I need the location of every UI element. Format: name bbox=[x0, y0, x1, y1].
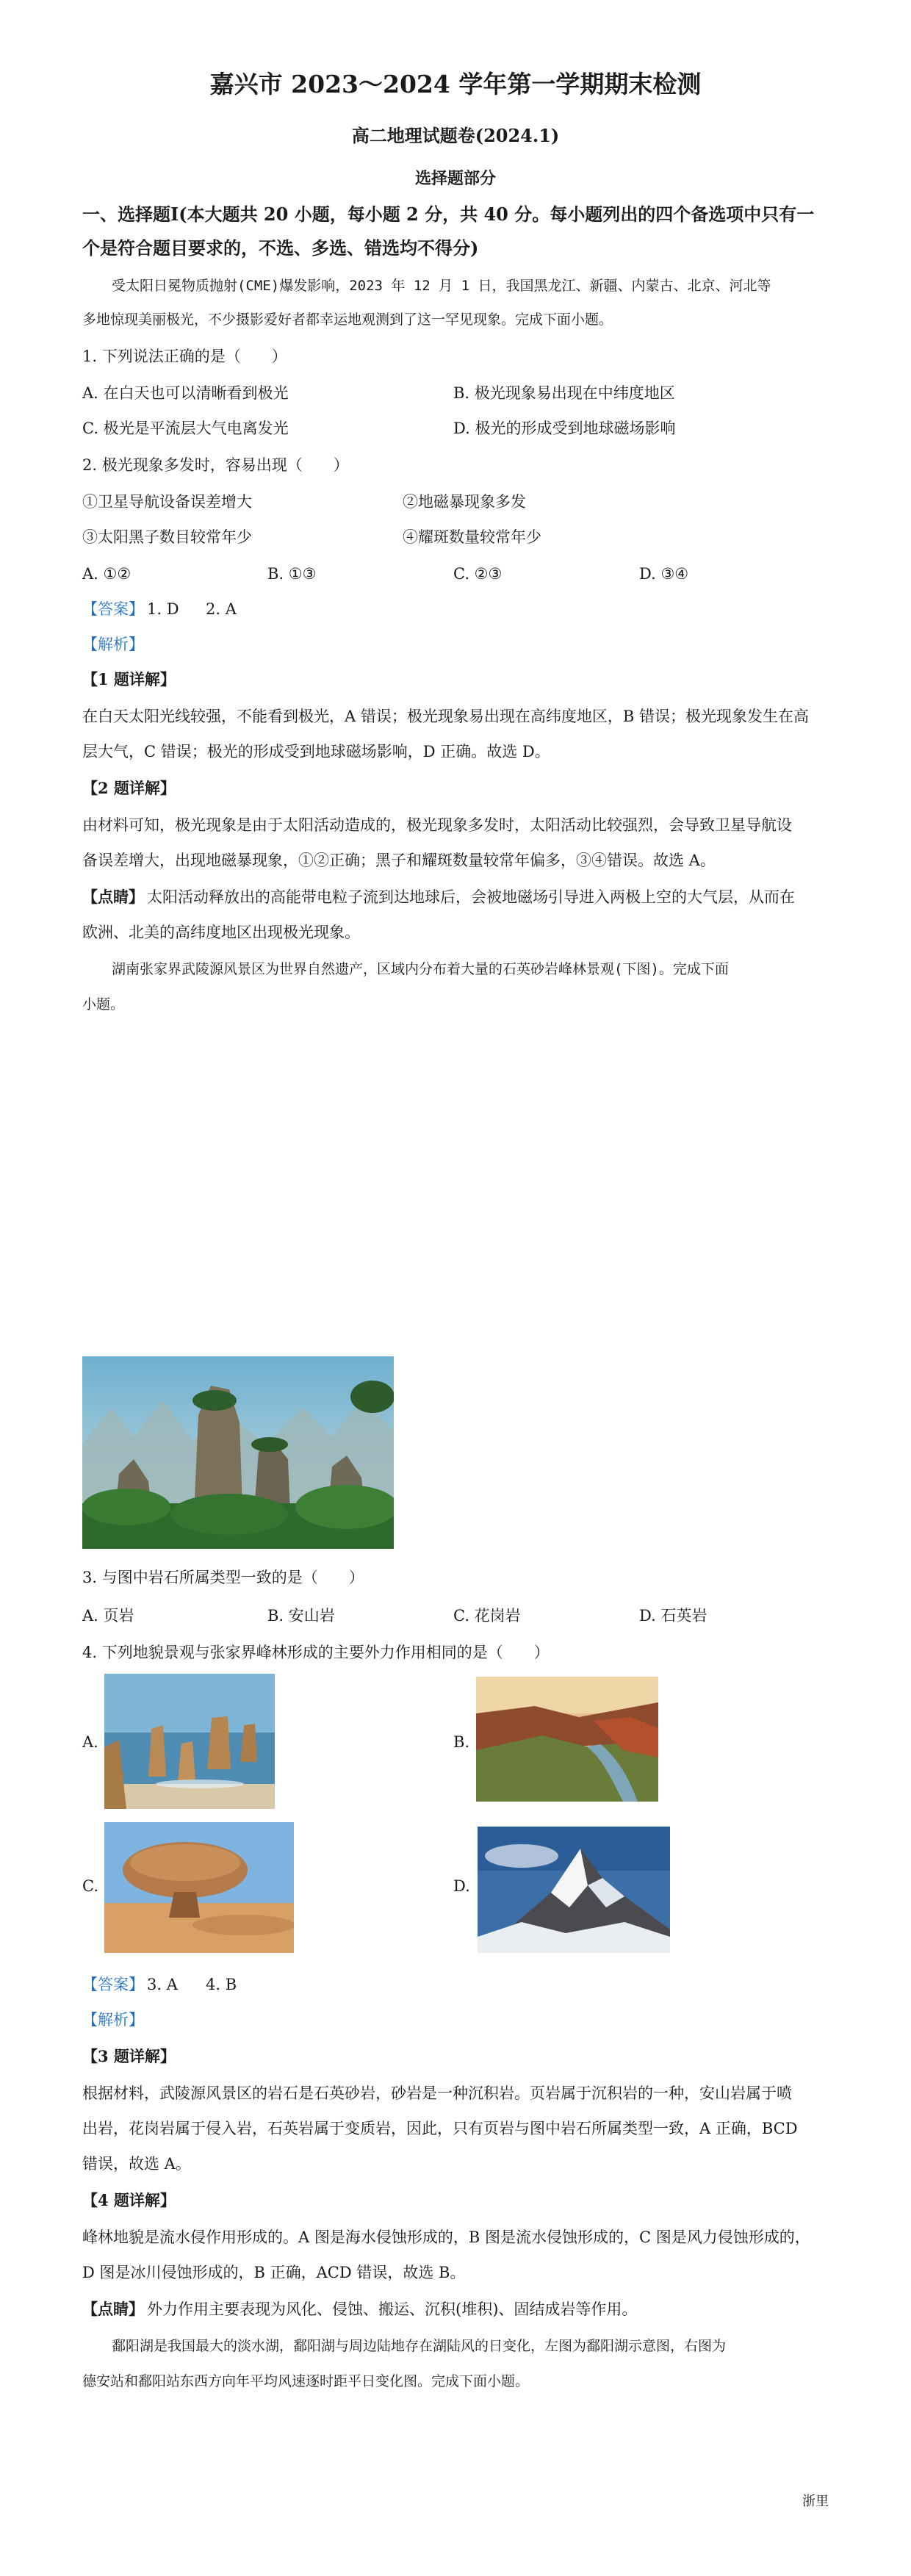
detail-q1-line2: 层大气，C 错误；极光的形成受到地球磁场影响，D 正确。故选 D。 bbox=[82, 743, 550, 760]
analysis-tag-2: 【解析】 bbox=[82, 2011, 144, 2029]
tip-line2: 欧洲、北美的高纬度地区出现极光现象。 bbox=[82, 924, 360, 941]
q2-option-a: A. ①② bbox=[82, 565, 132, 583]
answer-1: 1. D bbox=[147, 600, 179, 618]
detail-q3-heading: 【3 题详解】 bbox=[82, 2047, 176, 2065]
q4-option-b-label: B. bbox=[453, 1733, 470, 1751]
part-label: 选择题部分 bbox=[414, 169, 496, 188]
q1-option-b: B. 极光现象易出现在中纬度地区 bbox=[453, 384, 675, 402]
footer-mark: 浙里 bbox=[802, 2494, 829, 2509]
passage2-line1: 湖南张家界武陵源风景区为世界自然遗产，区域内分布着大量的石英砂岩峰林景观(下图)。完成下面 bbox=[112, 961, 729, 977]
detail-q4-line2: D 图是冰川侵蚀形成的，B 正确，ACD 错误，故选 B。 bbox=[82, 2264, 466, 2281]
river-canyon-photo bbox=[476, 1677, 658, 1802]
tip-line1: 太阳活动释放出的高能带电粒子流到达地球后，会被地磁场引导进入两极上空的大气层，从而在 bbox=[147, 888, 795, 906]
q2-item-4: ④耀斑数量较常年少 bbox=[403, 528, 541, 546]
q3-option-b: B. 安山岩 bbox=[267, 1607, 335, 1625]
q4-option-a-label: A. bbox=[82, 1733, 98, 1751]
detail-q3-line1: 根据材料，武陵源风景区的岩石是石英砂岩，砂岩是一种沉积岩。页岩属于沉积岩的一种，安山岩属于喷 bbox=[82, 2084, 792, 2102]
answer-2: 2. A bbox=[206, 600, 237, 618]
q4-option-c-label: C. bbox=[82, 1877, 98, 1895]
analysis-tag-1: 【解析】 bbox=[82, 636, 144, 653]
tip-heading-2: 【点睛】 bbox=[82, 2300, 144, 2318]
tip2-line1: 外力作用主要表现为风化、侵蚀、搬运、沉积(堆积)、固结成岩等作用。 bbox=[147, 2300, 638, 2318]
q3-option-a: A. 页岩 bbox=[82, 1607, 134, 1625]
zhangjiajie-photo bbox=[82, 1356, 394, 1549]
q2-option-c: C. ②③ bbox=[453, 565, 503, 583]
detail-q2-line1: 由材料可知，极光现象是由于太阳活动造成的，极光现象多发时，太阳活动比较强烈，会导致卫星导航设 bbox=[82, 816, 792, 834]
answer-4: 4. B bbox=[206, 1976, 237, 1993]
section-heading-line1: 一、选择题Ⅰ(本大题共 20 小题，每小题 2 分，共 40 分。每小题列出的四个备选项中只有一 bbox=[82, 204, 815, 225]
q2-item-1: ①卫星导航设备误差增大 bbox=[82, 493, 252, 511]
q2-item-3: ③太阳黑子数目较常年少 bbox=[82, 528, 252, 546]
q3-stem: 3. 与图中岩石所属类型一致的是（ ） bbox=[82, 1569, 364, 1586]
detail-q3-line2: 出岩，花岗岩属于侵入岩，石英岩属于变质岩，因此，只有页岩与图中岩石所属类型一致，A 正确，BCD bbox=[82, 2120, 798, 2137]
exam-subtitle: 高二地理试题卷(2024.1) bbox=[351, 125, 560, 146]
answer-tag-1: 【答案】 bbox=[82, 600, 144, 618]
q2-stem: 2. 极光现象多发时，容易出现（ ） bbox=[82, 456, 349, 474]
mushroom-rock-photo bbox=[104, 1822, 294, 1953]
passage3-line1: 鄱阳湖是我国最大的淡水湖，鄱阳湖与周边陆地存在湖陆风的日变化，左图为鄱阳湖示意图，右图为 bbox=[112, 2338, 727, 2354]
q1-option-a: A. 在白天也可以清晰看到极光 bbox=[82, 384, 289, 402]
q2-option-b: B. ①③ bbox=[267, 565, 317, 583]
q1-stem: 1. 下列说法正确的是（ ） bbox=[82, 348, 287, 365]
tip-heading-1: 【点睛】 bbox=[82, 888, 144, 906]
detail-q2-line2: 备误差增大，出现地磁暴现象，①②正确；黑子和耀斑数量较常年偏多，③④错误。故选 A。 bbox=[82, 852, 716, 869]
passage3-line2: 德安站和鄱阳站东西方向年平均风速逐时距平日变化图。完成下面小题。 bbox=[82, 2373, 530, 2389]
q2-item-2: ②地磁暴现象多发 bbox=[403, 493, 526, 511]
detail-q2-heading: 【2 题详解】 bbox=[82, 779, 176, 797]
passage1-line2: 多地惊现美丽极光，不少摄影爱好者都幸运地观测到了这一罕见现象。完成下面小题。 bbox=[82, 312, 613, 328]
detail-q1-heading: 【1 题详解】 bbox=[82, 670, 176, 688]
section-heading-line2: 个是符合题目要求的，不选、多选、错选均不得分) bbox=[82, 237, 479, 259]
q1-option-c: C. 极光是平流层大气电离发光 bbox=[82, 420, 289, 437]
q1-option-d: D. 极光的形成受到地球磁场影响 bbox=[453, 420, 676, 437]
detail-q3-line3: 错误，故选 A。 bbox=[82, 2155, 191, 2173]
answer-tag-2: 【答案】 bbox=[82, 1976, 144, 1993]
exam-title: 嘉兴市 2023～2024 学年第一学期期末检测 bbox=[209, 70, 702, 98]
detail-q4-heading: 【4 题详解】 bbox=[82, 2191, 176, 2209]
q4-stem: 4. 下列地貌景观与张家界峰林形成的主要外力作用相同的是（ ） bbox=[82, 1644, 550, 1661]
sea-stacks-photo bbox=[104, 1674, 275, 1809]
q2-option-d: D. ③④ bbox=[639, 565, 689, 583]
matterhorn-photo bbox=[478, 1827, 670, 1953]
answer-3: 3. A bbox=[147, 1976, 178, 1993]
q3-option-c: C. 花岗岩 bbox=[453, 1607, 521, 1625]
passage1-line1: 受太阳日冕物质抛射(CME)爆发影响，2023 年 12 月 1 日，我国黑龙江、新疆、内蒙古、北京、河北等 bbox=[112, 278, 771, 294]
q3-option-d: D. 石英岩 bbox=[639, 1607, 707, 1625]
passage2-line2: 小题。 bbox=[82, 996, 125, 1012]
q4-option-d-label: D. bbox=[453, 1877, 470, 1895]
detail-q1-line1: 在白天太阳光线较强，不能看到极光，A 错误；极光现象易出现在高纬度地区，B 错误；极光现象发生在高 bbox=[82, 708, 809, 725]
detail-q4-line1: 峰林地貌是流水侵作用形成的。A 图是海水侵蚀形成的，B 图是流水侵蚀形成的，C 图是风力侵蚀形成的， bbox=[82, 2228, 810, 2246]
